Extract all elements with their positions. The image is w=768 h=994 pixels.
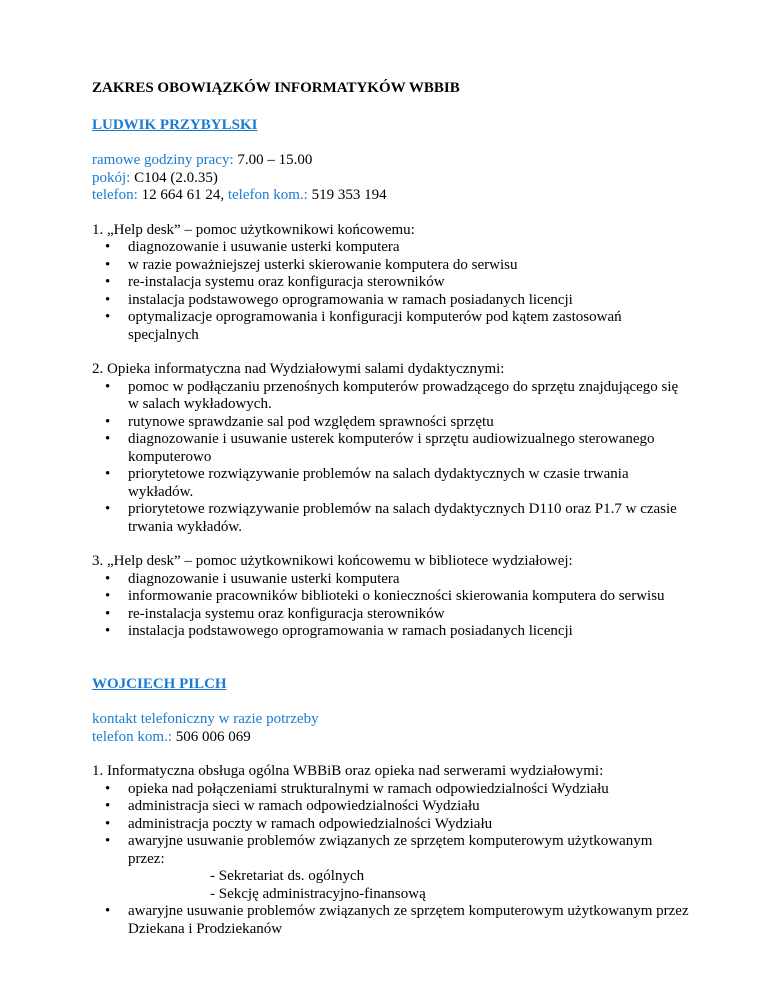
room-label: pokój: (92, 169, 131, 186)
list-item (92, 274, 692, 292)
room-value: C104 (2.0.35) (130, 169, 218, 186)
list-item (92, 431, 692, 466)
mobile-line (92, 729, 692, 747)
list-item-text: re-instalacja systemu oraz konfiguracja sterowników (128, 605, 445, 622)
document-title: ZAKRES OBOWIĄZKÓW INFORMATYKÓW WBBIB (92, 80, 460, 96)
list-item-text: rutynowe sprawdzanie sal pod względem sprawności sprzętu (128, 413, 494, 430)
bullet-icon: • (105, 291, 111, 308)
list-item-text: diagnozowanie i usuwanie usterki komputera (128, 570, 400, 587)
bullet-icon: • (105, 623, 111, 639)
bullet-icon: • (105, 239, 111, 255)
bullet-icon: • (105, 588, 111, 604)
list-item (92, 816, 692, 834)
bullet-icon: • (105, 274, 111, 290)
list-item-text: optymalizacje oprogramowania i konfiguracji komputerów pod kątem zastosowań specjalnych (128, 309, 622, 343)
bullet-icon: • (105, 570, 111, 587)
section-title: 2. Opieka informatyczna nad Wydziałowymi salami dydaktycznymi: (92, 361, 505, 377)
working-hours-value: 7.00 – 15.00 (233, 152, 313, 168)
working-hours-label: ramowe godziny pracy: (92, 152, 234, 168)
contact-block-pilch (92, 711, 692, 746)
list-item (92, 588, 692, 606)
list-item (92, 623, 692, 641)
duty-section-pilch-1 (92, 763, 692, 938)
document-content (92, 80, 692, 938)
sub-item: - Sekcję administracyjno-finansową (210, 885, 426, 902)
list-item (92, 833, 692, 903)
list-item-text: re-instalacja systemu oraz konfiguracja sterowników (128, 274, 445, 290)
contact-note: kontakt telefoniczny w razie potrzeby (92, 711, 319, 727)
phone-line (92, 187, 692, 205)
bullet-icon: • (105, 378, 111, 395)
person-name-przybylski: LUDWIK PRZYBYLSKI (92, 116, 258, 133)
list-item-text: administracja sieci w ramach odpowiedzialności Wydziału (128, 798, 480, 814)
list-item (92, 239, 692, 257)
bullet-icon: • (105, 815, 111, 832)
list-item-text: diagnozowanie i usuwanie usterki komputera (128, 239, 400, 255)
list-item (92, 414, 692, 432)
duty-section-1 (92, 222, 692, 345)
bullet-icon: • (105, 501, 111, 517)
list-item (92, 292, 692, 310)
bullet-icon: • (105, 413, 111, 430)
person-block-pilch (92, 676, 692, 939)
section-title: 3. „Help desk” – pomoc użytkownikowi końcowemu w bibliotece wydziałowej: (92, 553, 573, 569)
mobile-label: telefon kom.: (227, 187, 308, 203)
list-item (92, 903, 692, 938)
bullet-icon: • (105, 798, 111, 814)
mobile-value: 519 353 194 (307, 187, 387, 203)
list-item-text: administracja poczty w ramach odpowiedzialności Wydziału (128, 815, 493, 832)
list-item-text: priorytetowe rozwiązywanie problemów na salach dydaktycznych D110 oraz P1.7 w czasie trwania wykładów. (128, 501, 677, 535)
section-title: 1. Informatyczna obsługa ogólna WBBiB oraz opieka nad serwerami wydziałowymi: (92, 763, 604, 779)
list-item (92, 501, 692, 536)
duty-list (92, 379, 692, 537)
list-item-text: w razie poważniejszej usterki skierowanie komputera do serwisu (128, 256, 518, 273)
bullet-icon: • (105, 309, 111, 325)
list-item-text: awaryjne usuwanie problemów związanych ze sprzętem komputerowym użytkowanym przez: (128, 833, 653, 867)
list-item-text: priorytetowe rozwiązywanie problemów na salach dydaktycznych w czasie trwania wykładów. (128, 466, 629, 500)
bullet-icon: • (105, 605, 111, 622)
list-item-text: instalacja podstawowego oprogramowania w ramach posiadanych licencji (128, 623, 573, 639)
list-item (92, 466, 692, 501)
list-item-text: instalacja podstawowego oprogramowania w ramach posiadanych licencji (128, 291, 573, 308)
list-item-text: pomoc w podłączaniu przenośnych komputerów prowadzącego do sprzętu znajdującego się w salach wykładowych. (128, 378, 679, 412)
list-item-text: awaryjne usuwanie problemów związanych ze sprzętem komputerowym użytkowanym przez Dziekana i Prodziekanów (128, 903, 689, 937)
bullet-icon: • (105, 903, 111, 919)
duty-section-3 (92, 553, 692, 641)
list-item (92, 606, 692, 624)
phone-label: telefon: (92, 187, 138, 203)
person-name-pilch: WOJCIECH PILCH (92, 675, 227, 692)
duty-section-2 (92, 361, 692, 536)
contact-block-przybylski (92, 152, 692, 205)
bullet-icon: • (105, 256, 111, 273)
list-item (92, 798, 692, 816)
list-item (92, 257, 692, 275)
list-item (92, 571, 692, 589)
bullet-icon: • (105, 431, 111, 447)
duty-list (92, 781, 692, 939)
bullet-icon: • (105, 780, 111, 797)
room-line (92, 170, 692, 188)
bullet-icon: • (105, 466, 111, 482)
list-item-text: opieka nad połączeniami strukturalnymi w ramach odpowiedzialności Wydziału (128, 780, 609, 797)
list-item (92, 379, 692, 414)
working-hours-line (92, 152, 692, 170)
mobile-value: 506 006 069 (171, 728, 251, 745)
duty-list (92, 239, 692, 344)
phone-value: 12 664 61 24, (137, 187, 228, 203)
section-title: 1. „Help desk” – pomoc użytkownikowi końcowemu: (92, 221, 415, 238)
list-item (92, 309, 692, 344)
list-item-text: informowanie pracowników biblioteki o konieczności skierowania komputera do serwisu (128, 588, 665, 604)
duty-list (92, 571, 692, 641)
mobile-label: telefon kom.: (92, 728, 172, 745)
bullet-icon: • (105, 833, 111, 849)
contact-note-line (92, 711, 692, 729)
sub-item: - Sekretariat ds. ogólnych (210, 868, 365, 884)
list-item-text: diagnozowanie i usuwanie usterek komputerów i sprzętu audiowizualnego sterowanego komputerowo (128, 431, 655, 465)
list-item (92, 781, 692, 799)
